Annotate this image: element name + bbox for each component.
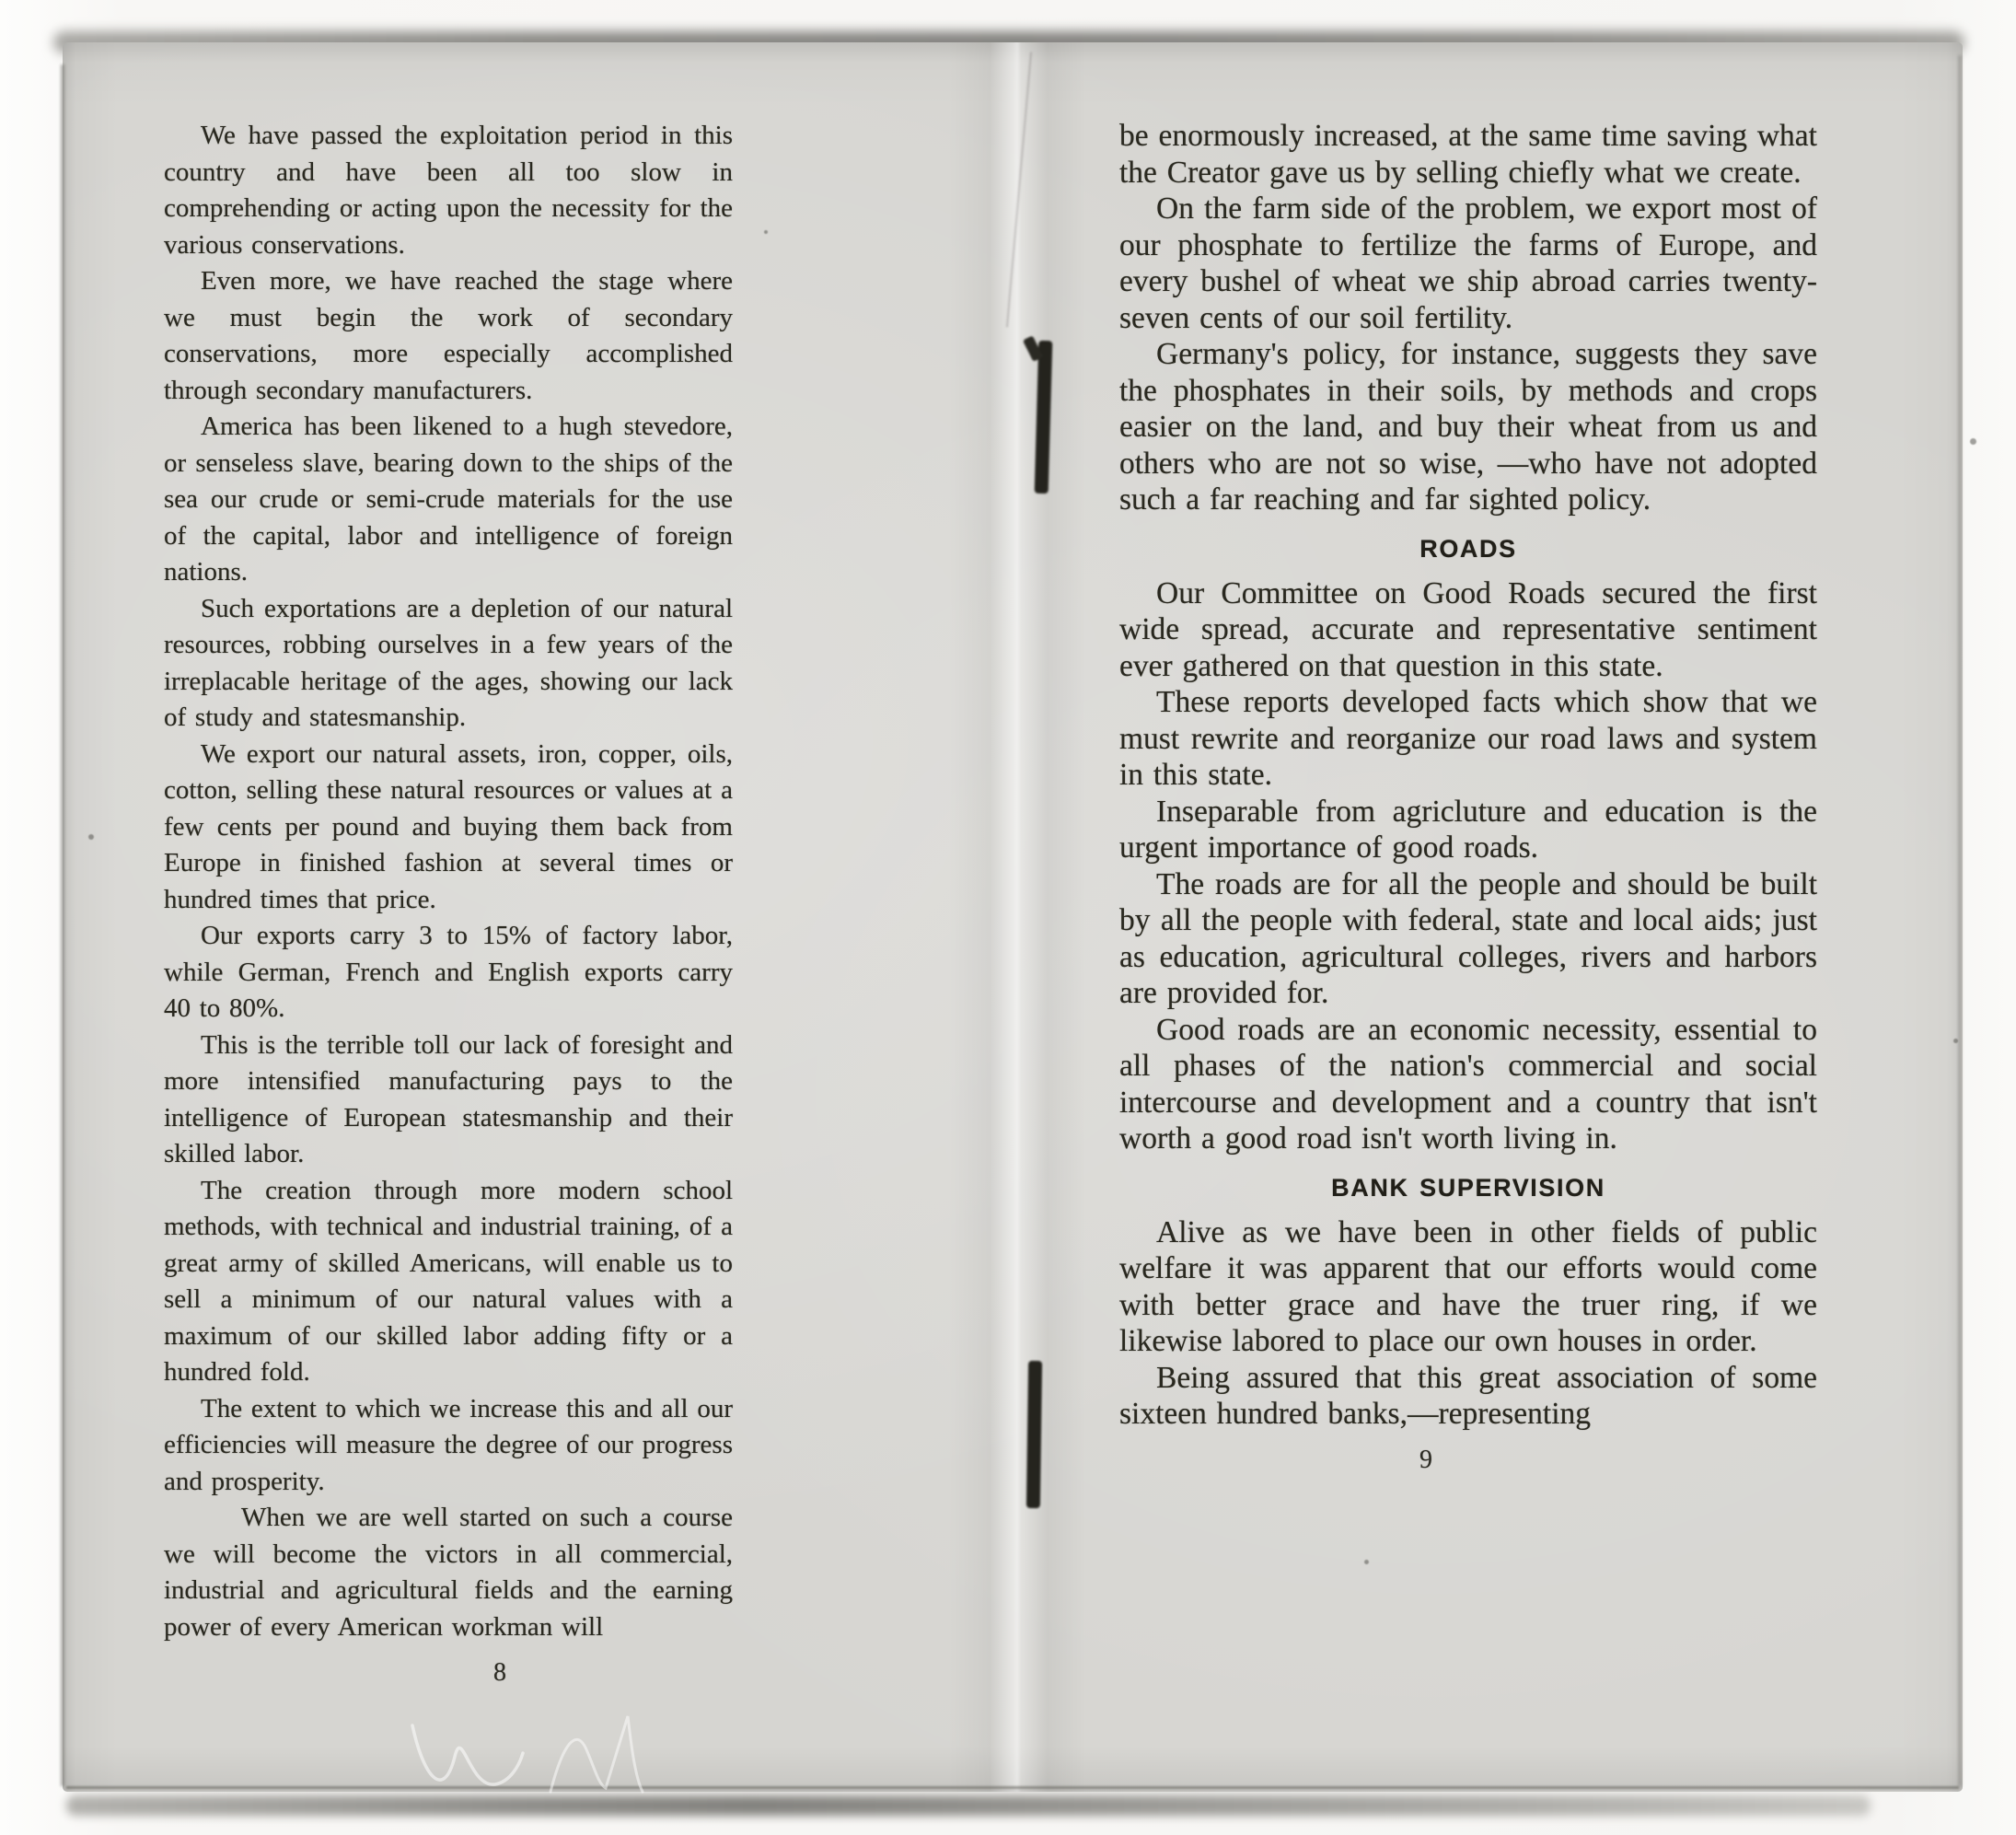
paragraph: We export our natural assets, iron, copper, oils, cotton, selling these natural resources or values at a few cents per pound and buying them back from Europe in finished fashion at several times or hundred times that price. [164,738,733,914]
scan-speck [88,834,94,840]
paragraph: On the farm side of the problem, we export most of our phosphate to fertilize the farms of Europe, and every bushel of wheat we ship abroad carries twenty-seven cents of our soil fertility. [1119,192,1817,335]
book-right-edge [1958,55,1962,1786]
paragraph: Such exportations are a depletion of our natural resources, robbing ourselves in a few years of the irreplacable heritage of the ages, showing our lack of study and statesmanship. [164,593,733,732]
left-page-text [164,118,733,1691]
paragraph: Inseparable from agricluture and education is the urgent importance of good roads. [1119,794,1817,865]
paragraph: Even more, we have reached the stage where we must begin the work of secondary conservations, more especially accomplished through secondary manufacturers. [164,266,733,405]
paragraph: Germany's policy, for instance, suggests they save the phosphates in their soils, by methods and crops easier on the land, and buy their wheat from us and others who are not so wise, —who have not adopted such a far reaching and far sighted policy. [1119,337,1817,517]
paragraph: America has been likened to a hugh stevedore, or senseless slave, bearing down to the ships of the sea our crude or semi-crude materials for the use of the capital, labor and intelligence of foreign nations. [164,412,733,587]
paragraph: Being assured that this great association of some sixteen hundred banks,—representing [1119,1360,1817,1431]
book-bottom-edge [66,1786,1959,1789]
paragraph: These reports developed facts which show that we must rewrite and reorganize our road laws and system in this state. [1119,685,1817,792]
paragraph: When we are well started on such a course we will become the victors in all commercial, industrial and agricultural fields and the earning power of every American workman will [164,1503,733,1642]
scan-speck [1953,1039,1958,1043]
paragraph: The roads are for all the people and should be built by all the people with federal, state and local aids; just as education, agricultural colleges, rivers and harbors are provided for. [1119,866,1817,1010]
page-number-left: 8 [493,1658,506,1687]
paragraph: We have passed the exploitation period in this country and have been all too slow in comprehending or acting upon the necessity for the various conservations. [164,121,733,260]
book-bottom-shadow [66,1795,1871,1816]
section-heading-bank-supervision: BANK SUPERVISION [1331,1173,1605,1202]
scan-speck [1364,1560,1369,1564]
handwriting-scratch [396,1692,709,1821]
paragraph: This is the terrible toll our lack of foresight and more intensified manufacturing pays to the intelligence of European statesmanship and their skilled labor. [164,1029,733,1168]
paragraph: The creation through more modern school methods, with technical and industrial training, of a great army of skilled Americans, will enable us to sell a minimum of our natural values with a maximum of our skilled labor adding fifty or a hundred fold. [164,1175,733,1387]
page-number-right: 9 [1419,1445,1432,1474]
scan-speck [764,230,768,234]
paragraph: The extent to which we increase this and all our efficiencies will measure the degree of our progress and prosperity. [164,1393,733,1496]
paragraph: Alive as we have been in other fields of public welfare it was apparent that our efforts would come with better grace and have the truer ring, if we likewise labored to place our own houses in order. [1119,1214,1817,1358]
paragraph: Our Committee on Good Roads secured the first wide spread, accurate and representative sentiment ever gathered on that question in this state. [1119,575,1817,683]
section-heading-roads: ROADS [1419,534,1517,563]
scan-speck [1970,438,1976,445]
staple-mark-bottom [1026,1361,1042,1508]
book-gutter [948,42,1086,1792]
book-left-edge [61,64,64,1786]
right-page-text [1119,118,1817,1478]
paragraph: Good roads are an economic necessity, essential to all phases of the nation's commercial and social intercourse and development and a country that isn't worth a good road isn't worth living in. [1119,1012,1817,1156]
paragraph: be enormously increased, at the same time saving what the Creator gave us by selling chiefly what we create. [1119,119,1817,190]
paragraph: Our exports carry 3 to 15% of factory labor, while German, French and English exports carry 40 to 80%. [164,921,733,1023]
